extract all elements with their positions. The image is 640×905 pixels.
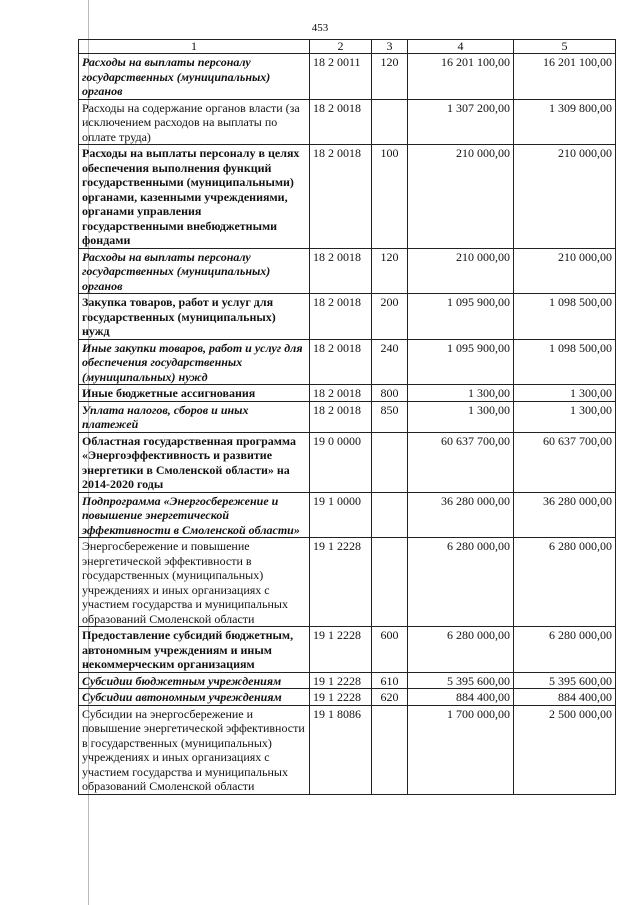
budget-table xyxy=(78,39,616,795)
row-code-cell: 19 1 8086 xyxy=(310,705,372,794)
row-code-cell: 18 2 0018 xyxy=(310,385,372,402)
row-name-cell: Субсидии на энергосбережение и повышение энергетической эффективности в государственных (муниципальных) учреждениях и иных организациях с участием государства и муниципальных образований Смоленской области xyxy=(79,705,310,794)
row-amount-1-cell: 884 400,00 xyxy=(408,689,514,706)
row-code-cell: 19 0 0000 xyxy=(310,432,372,492)
table-row xyxy=(79,99,616,145)
table-row xyxy=(79,672,616,689)
row-name-cell: Иные закупки товаров, работ и услуг для обеспечения государственных (муниципальных) нужд xyxy=(79,339,310,385)
row-name-cell: Субсидии бюджетным учреждениям xyxy=(79,672,310,689)
column-header-4: 4 xyxy=(408,40,514,54)
row-amount-2-cell: 1 098 500,00 xyxy=(514,294,616,340)
column-header-5: 5 xyxy=(514,40,616,54)
row-name-cell: Расходы на содержание органов власти (за исключением расходов на выплаты по оплате труда) xyxy=(79,99,310,145)
row-name-cell: Субсидии автономным учреждениям xyxy=(79,689,310,706)
row-amount-2-cell: 6 280 000,00 xyxy=(514,627,616,673)
row-amount-1-cell: 6 280 000,00 xyxy=(408,538,514,627)
row-amount-1-cell: 16 201 100,00 xyxy=(408,54,514,100)
row-amount-2-cell: 210 000,00 xyxy=(514,145,616,249)
table-row xyxy=(79,385,616,402)
row-name-cell: Закупка товаров, работ и услуг для государственных (муниципальных) нужд xyxy=(79,294,310,340)
column-header-3: 3 xyxy=(372,40,408,54)
row-amount-2-cell: 1 098 500,00 xyxy=(514,339,616,385)
row-amount-1-cell: 1 300,00 xyxy=(408,385,514,402)
column-header-1: 1 xyxy=(79,40,310,54)
row-expense-type-cell: 800 xyxy=(372,385,408,402)
row-expense-type-cell: 240 xyxy=(372,339,408,385)
table-row xyxy=(79,294,616,340)
table-row xyxy=(79,492,616,538)
row-code-cell: 19 1 0000 xyxy=(310,492,372,538)
row-name-cell: Расходы на выплаты персоналу государственных (муниципальных) органов xyxy=(79,54,310,100)
table-row xyxy=(79,248,616,294)
table-row xyxy=(79,689,616,706)
table-row xyxy=(79,538,616,627)
budget-table-body xyxy=(79,40,616,795)
row-expense-type-cell: 100 xyxy=(372,145,408,249)
table-row xyxy=(79,627,616,673)
row-code-cell: 18 2 0018 xyxy=(310,99,372,145)
table-row xyxy=(79,145,616,249)
row-amount-2-cell: 6 280 000,00 xyxy=(514,538,616,627)
row-name-cell: Предоставление субсидий бюджетным, автономным учреждениям и иным некоммерческим организациям xyxy=(79,627,310,673)
row-amount-2-cell: 60 637 700,00 xyxy=(514,432,616,492)
row-code-cell: 18 2 0011 xyxy=(310,54,372,100)
row-amount-1-cell: 1 700 000,00 xyxy=(408,705,514,794)
row-expense-type-cell xyxy=(372,492,408,538)
row-amount-1-cell: 5 395 600,00 xyxy=(408,672,514,689)
row-code-cell: 19 1 2228 xyxy=(310,627,372,673)
row-expense-type-cell xyxy=(372,538,408,627)
row-amount-1-cell: 36 280 000,00 xyxy=(408,492,514,538)
row-expense-type-cell: 600 xyxy=(372,627,408,673)
row-code-cell: 19 1 2228 xyxy=(310,672,372,689)
row-code-cell: 18 2 0018 xyxy=(310,248,372,294)
row-amount-2-cell: 1 300,00 xyxy=(514,385,616,402)
row-name-cell: Областная государственная программа «Энергоэффективность и развитие энергетики в Смоленской области» на 2014-2020 годы xyxy=(79,432,310,492)
row-name-cell: Иные бюджетные ассигнования xyxy=(79,385,310,402)
row-expense-type-cell: 850 xyxy=(372,401,408,432)
row-amount-2-cell: 1 300,00 xyxy=(514,401,616,432)
table-row xyxy=(79,705,616,794)
row-amount-2-cell: 884 400,00 xyxy=(514,689,616,706)
row-expense-type-cell: 200 xyxy=(372,294,408,340)
row-expense-type-cell xyxy=(372,432,408,492)
table-row xyxy=(79,54,616,100)
row-amount-2-cell: 5 395 600,00 xyxy=(514,672,616,689)
row-code-cell: 18 2 0018 xyxy=(310,294,372,340)
page-number: 453 xyxy=(311,22,329,34)
row-expense-type-cell: 120 xyxy=(372,248,408,294)
row-expense-type-cell: 620 xyxy=(372,689,408,706)
row-amount-1-cell: 210 000,00 xyxy=(408,145,514,249)
row-expense-type-cell xyxy=(372,99,408,145)
row-code-cell: 18 2 0018 xyxy=(310,145,372,249)
row-amount-2-cell: 36 280 000,00 xyxy=(514,492,616,538)
row-amount-2-cell: 2 500 000,00 xyxy=(514,705,616,794)
row-amount-1-cell: 60 637 700,00 xyxy=(408,432,514,492)
row-code-cell: 18 2 0018 xyxy=(310,401,372,432)
row-name-cell: Расходы на выплаты персоналу в целях обеспечения выполнения функций государственными (муниципальными) органами, казенными учреждениями, органами управления государственными внебюджетными фондами xyxy=(79,145,310,249)
table-row xyxy=(79,401,616,432)
column-header-2: 2 xyxy=(310,40,372,54)
row-amount-2-cell: 16 201 100,00 xyxy=(514,54,616,100)
row-code-cell: 19 1 2228 xyxy=(310,538,372,627)
row-name-cell: Уплата налогов, сборов и иных платежей xyxy=(79,401,310,432)
table-row xyxy=(79,339,616,385)
row-amount-2-cell: 1 309 800,00 xyxy=(514,99,616,145)
row-amount-1-cell: 6 280 000,00 xyxy=(408,627,514,673)
row-amount-1-cell: 1 095 900,00 xyxy=(408,294,514,340)
row-amount-1-cell: 1 307 200,00 xyxy=(408,99,514,145)
row-expense-type-cell: 610 xyxy=(372,672,408,689)
row-name-cell: Расходы на выплаты персоналу государственных (муниципальных) органов xyxy=(79,248,310,294)
row-amount-1-cell: 1 300,00 xyxy=(408,401,514,432)
row-amount-1-cell: 210 000,00 xyxy=(408,248,514,294)
row-amount-2-cell: 210 000,00 xyxy=(514,248,616,294)
row-name-cell: Энергосбережение и повышение энергетической эффективности в государственных (муниципальных) учреждениях и иных организациях с участием государства и муниципальных образований Смоленской области xyxy=(79,538,310,627)
table-row xyxy=(79,432,616,492)
row-code-cell: 19 1 2228 xyxy=(310,689,372,706)
row-expense-type-cell xyxy=(372,705,408,794)
row-name-cell: Подпрограмма «Энергосбережение и повышение энергетической эффективности в Смоленской области» xyxy=(79,492,310,538)
table-header-row xyxy=(79,40,616,54)
row-amount-1-cell: 1 095 900,00 xyxy=(408,339,514,385)
row-expense-type-cell: 120 xyxy=(372,54,408,100)
row-code-cell: 18 2 0018 xyxy=(310,339,372,385)
